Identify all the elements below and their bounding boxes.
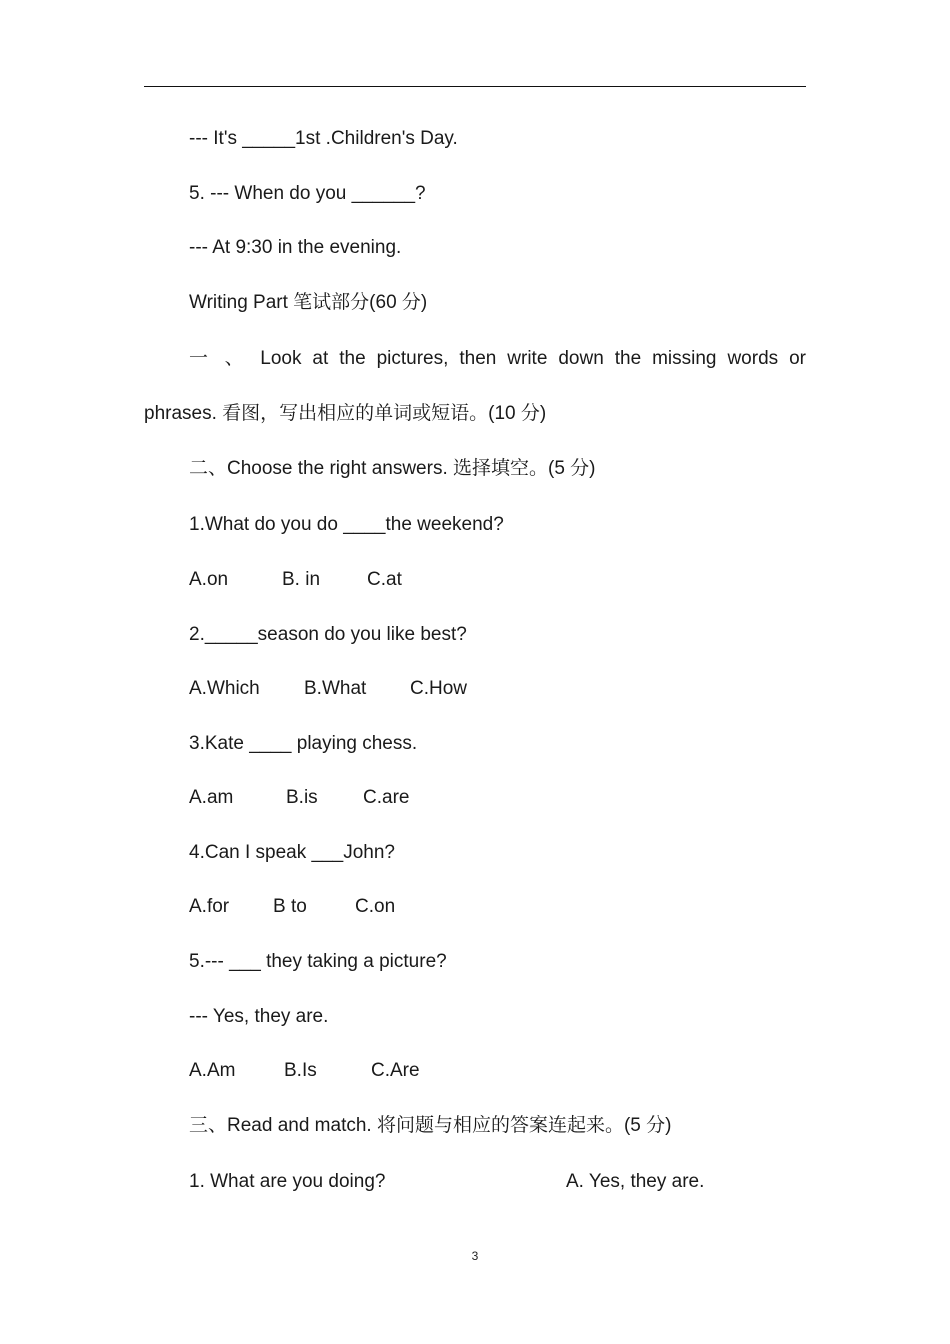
question-3-options <box>189 786 409 810</box>
question-1-options <box>189 568 402 592</box>
section-1-instruction-line2: phrases. 看图，写出相应的单词或短语。(10 分) <box>144 403 547 424</box>
question-2: 2._____season do you like best? <box>189 624 467 645</box>
section-2-heading: 二、Choose the right answers. 选择填空。(5 分) <box>189 458 596 479</box>
option-c: C.are <box>363 787 410 808</box>
option-a: A.am <box>189 787 234 808</box>
question-5-when: 5. --- When do you ______? <box>189 183 426 204</box>
match-question-1: 1. What are you doing? <box>189 1171 386 1192</box>
question-5-options <box>189 1059 420 1083</box>
match-answer-a: A. Yes, they are. <box>566 1171 705 1192</box>
answer-line-time: --- At 9:30 in the evening. <box>189 237 402 258</box>
question-4: 4.Can I speak ___John? <box>189 842 395 863</box>
section-3-heading: 三、Read and match. 将问题与相应的答案连起来。(5 分) <box>189 1115 672 1136</box>
question-5: 5.--- ___ they taking a picture? <box>189 951 447 972</box>
question-5-answer: --- Yes, they are. <box>189 1006 329 1027</box>
option-c: C.on <box>355 896 396 917</box>
section-1-instruction-line1: 一 、 Look at the pictures, then write down the missing words or <box>189 348 806 369</box>
option-a: A.on <box>189 569 229 590</box>
option-b: B to <box>273 896 307 917</box>
question-4-options <box>189 895 395 919</box>
question-2-options <box>189 677 467 701</box>
option-c: C.at <box>367 569 402 590</box>
option-b: B.What <box>304 678 367 699</box>
option-b: B.is <box>286 787 318 808</box>
question-1: 1.What do you do ____the weekend? <box>189 514 504 535</box>
header-rule <box>144 86 806 87</box>
option-c: C.How <box>410 678 468 699</box>
option-b: B.Is <box>284 1060 317 1081</box>
option-a: A.Am <box>189 1060 236 1081</box>
option-b: B. in <box>282 569 321 590</box>
option-c: C.Are <box>371 1060 420 1081</box>
section-heading-writing-part: Writing Part 笔试部分(60 分) <box>189 292 428 313</box>
option-a: A.Which <box>189 678 260 699</box>
question-3: 3.Kate ____ playing chess. <box>189 733 418 754</box>
option-a: A.for <box>189 896 230 917</box>
page-number: 3 <box>471 1249 479 1263</box>
answer-line-childrens-day: --- It's _____1st .Children's Day. <box>189 128 458 149</box>
